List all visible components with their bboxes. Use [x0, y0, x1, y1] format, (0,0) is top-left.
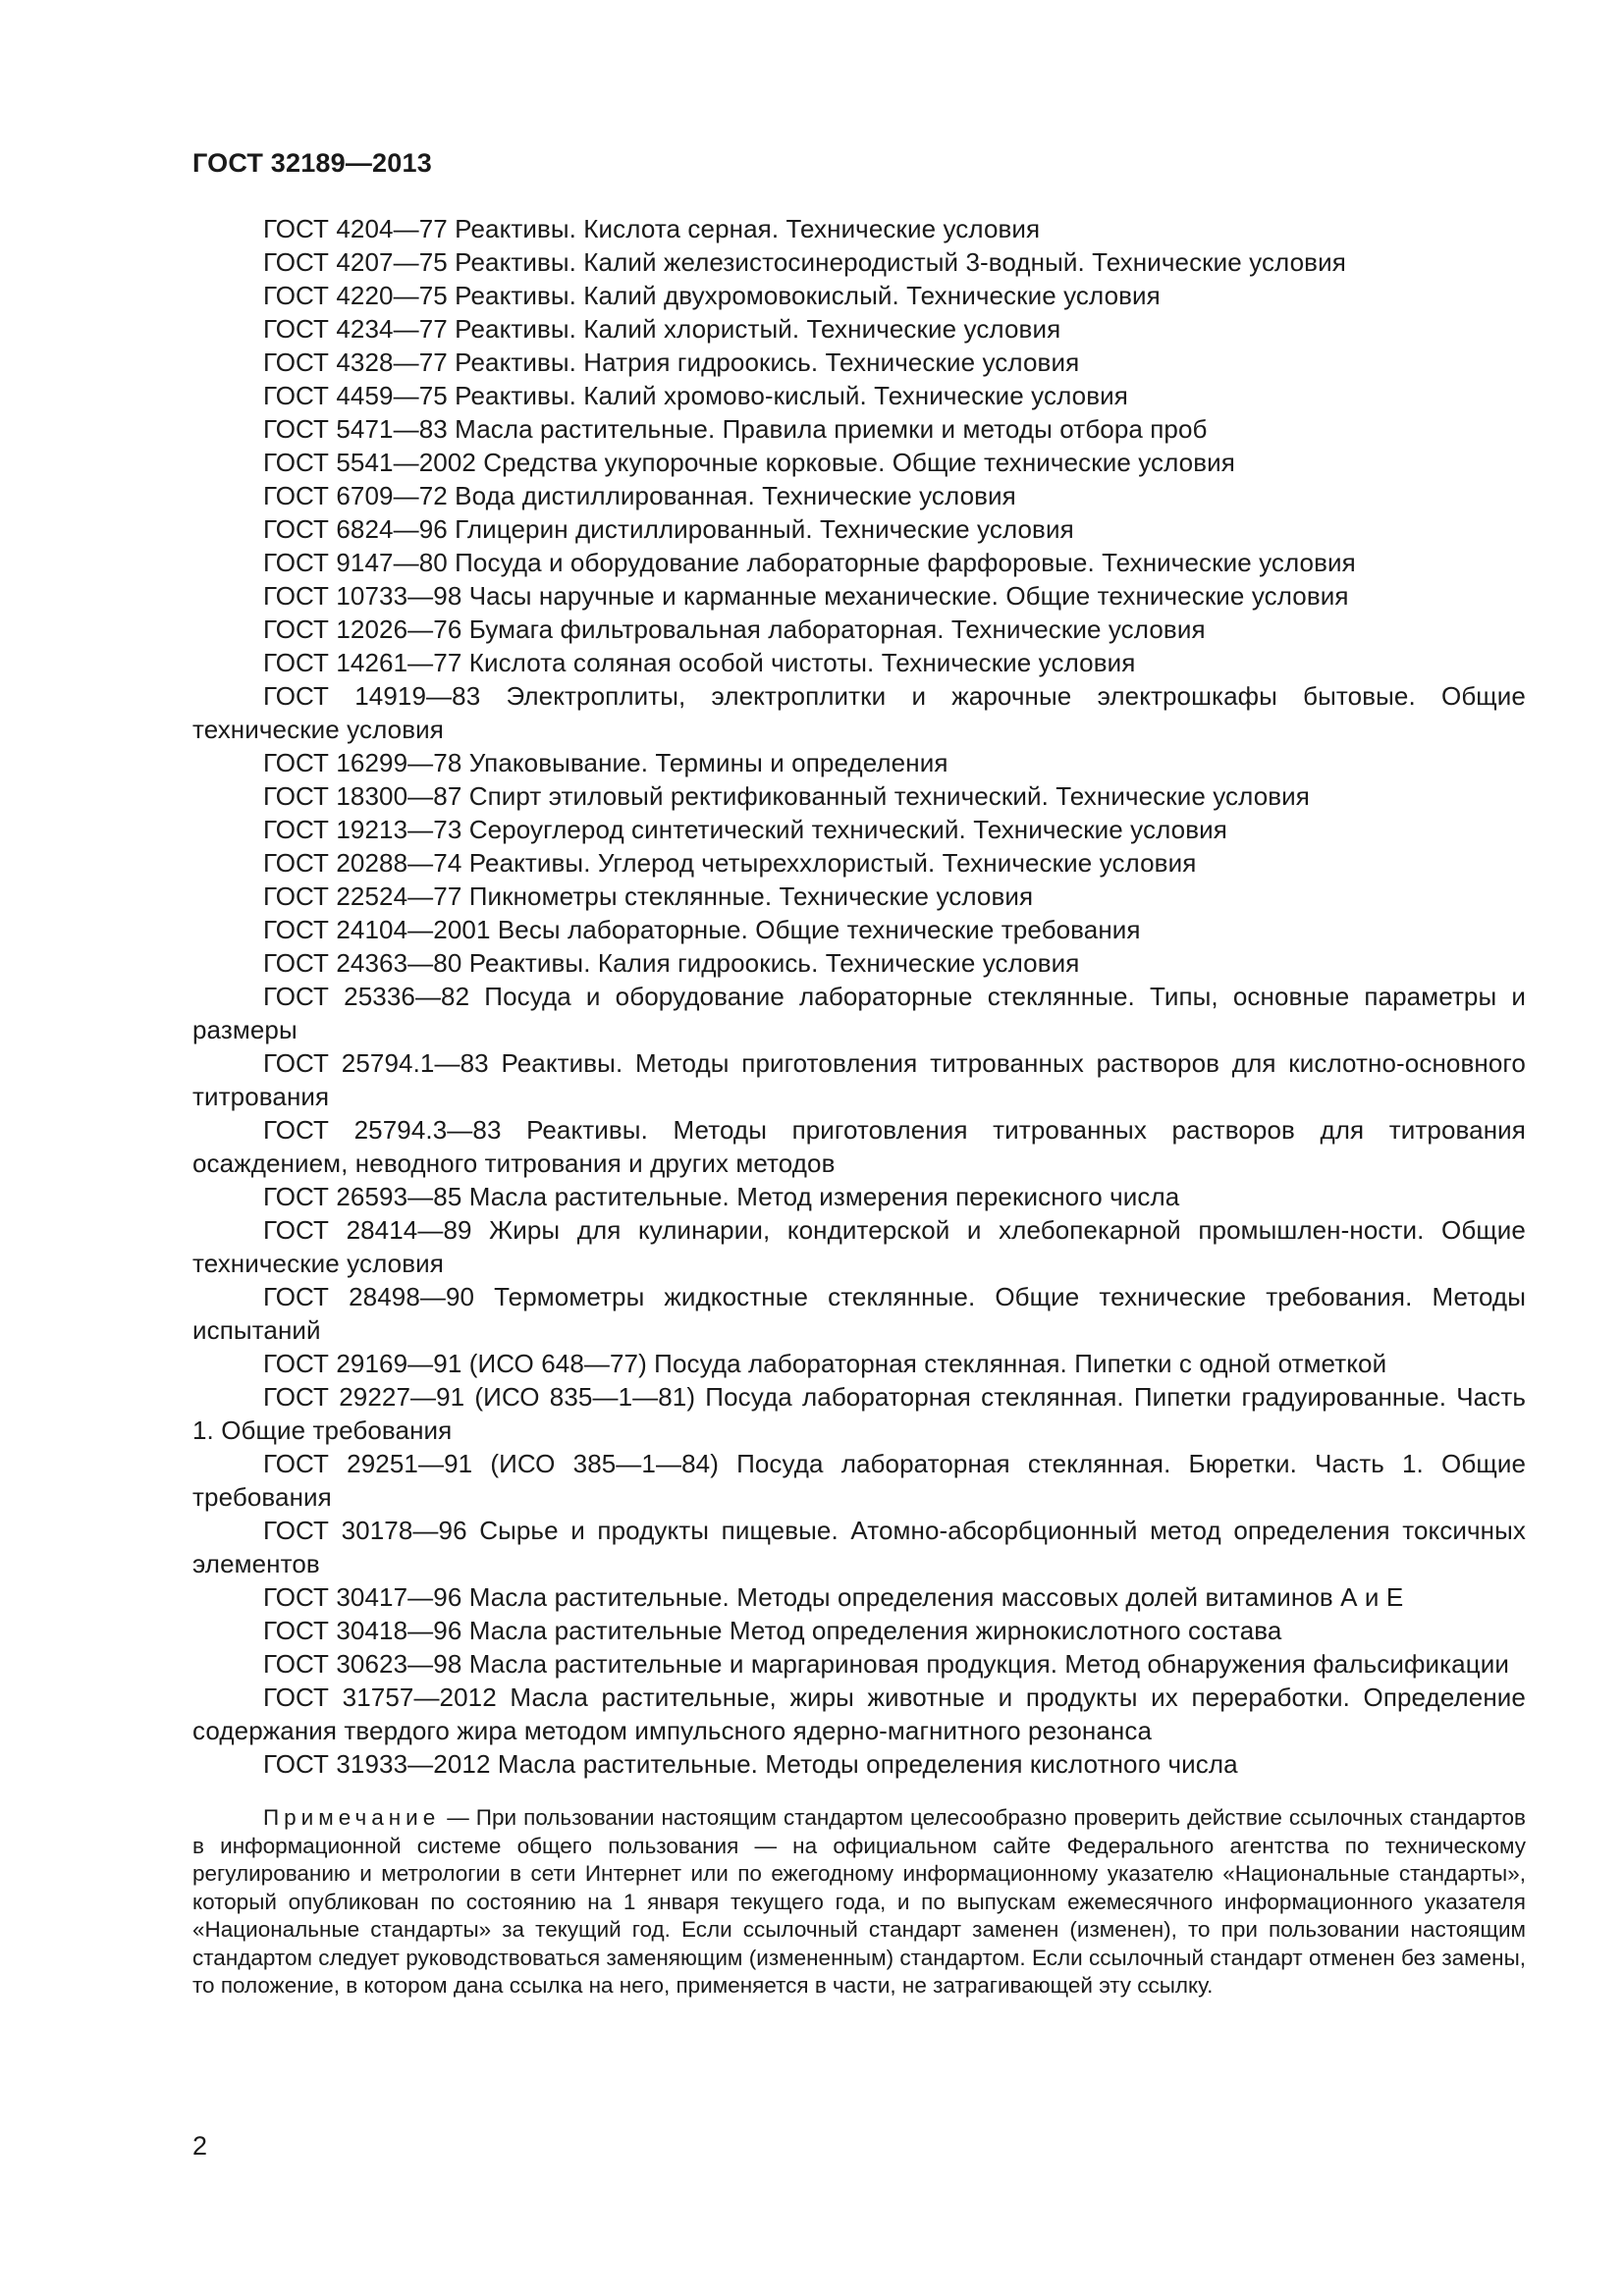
- document-header: ГОСТ 32189—2013: [192, 148, 432, 178]
- note-label: Примечание: [263, 1805, 441, 1830]
- page-number: 2: [192, 2131, 208, 2161]
- reference-item: ГОСТ 25336—82 Посуда и оборудование лабораторные стеклянные. Типы, основные параметры и размеры: [192, 982, 1526, 1044]
- reference-item: ГОСТ 25794.1—83 Реактивы. Методы приготовления титрованных растворов для кислотно-основного титрования: [192, 1048, 1526, 1111]
- reference-item: ГОСТ 16299—78 Упаковывание. Термины и определения: [263, 748, 948, 777]
- reference-item: ГОСТ 31757—2012 Масла растительные, жиры животные и продукты их переработки. Определение содержания твердого жира методом импульсного ядерно-магнитного резонанса: [192, 1682, 1526, 1745]
- reference-item: ГОСТ 6709—72 Вода дистиллированная. Технические условия: [263, 481, 1016, 510]
- reference-item: ГОСТ 20288—74 Реактивы. Углерод четыреххлористый. Технические условия: [263, 848, 1197, 878]
- document-page: [192, 147, 1526, 2022]
- reference-item: ГОСТ 4328—77 Реактивы. Натрия гидроокись. Технические условия: [263, 347, 1080, 377]
- reference-item: ГОСТ 30178—96 Сырье и продукты пищевые. Атомно-абсорбционный метод определения токсичных элементов: [192, 1516, 1526, 1578]
- reference-item: ГОСТ 5541—2002 Средства укупорочные корковые. Общие технические условия: [263, 448, 1235, 477]
- reference-item: ГОСТ 14919—83 Электроплиты, электроплитки и жарочные электрошкафы бытовые. Общие технические условия: [192, 681, 1526, 744]
- reference-item: ГОСТ 18300—87 Спирт этиловый ректификованный технический. Технические условия: [263, 781, 1310, 811]
- reference-item: ГОСТ 5471—83 Масла растительные. Правила приемки и методы отбора проб: [263, 414, 1208, 444]
- reference-item: ГОСТ 4204—77 Реактивы. Кислота серная. Технические условия: [263, 214, 1041, 243]
- reference-item: ГОСТ 24104—2001 Весы лабораторные. Общие технические требования: [263, 915, 1141, 944]
- reference-item: ГОСТ 12026—76 Бумага фильтровальная лабораторная. Технические условия: [263, 614, 1206, 644]
- reference-item: ГОСТ 6824—96 Глицерин дистиллированный. Технические условия: [263, 514, 1074, 544]
- reference-item: ГОСТ 26593—85 Масла растительные. Метод измерения перекисного числа: [263, 1182, 1180, 1211]
- reference-item: ГОСТ 29169—91 (ИСО 648—77) Посуда лабораторная стеклянная. Пипетки с одной отметкой: [263, 1349, 1387, 1378]
- reference-item: ГОСТ 31933—2012 Масла растительные. Методы определения кислотного числа: [263, 1749, 1238, 1779]
- reference-item: ГОСТ 14261—77 Кислота соляная особой чистоты. Технические условия: [263, 648, 1136, 677]
- reference-item: ГОСТ 30418—96 Масла растительные Метод определения жирнокислотного состава: [263, 1616, 1282, 1645]
- reference-list: [192, 212, 1526, 1781]
- reference-item: ГОСТ 28498—90 Термометры жидкостные стеклянные. Общие технические требования. Методы испытаний: [192, 1282, 1526, 1345]
- reference-item: ГОСТ 4220—75 Реактивы. Калий двухромовокислый. Технические условия: [263, 281, 1161, 310]
- reference-item: ГОСТ 4207—75 Реактивы. Калий железистосинеродистый 3-водный. Технические условия: [263, 247, 1346, 277]
- reference-item: ГОСТ 4234—77 Реактивы. Калий хлористый. Технические условия: [263, 314, 1061, 344]
- note-text: — При пользовании настоящим стандартом целесообразно проверить действие ссылочных стандартов в информационной системе общего пользования — на официальном сайте Федерального агентства по техническому регулированию и метрологии в сети Интернет или по ежегодному информационному указателю «Национальные стандарты», который опубликован по состоянию на 1 января текущего года, и по выпускам ежемесячного информационного указателя «Национальные стандарты» за текущий год. Если ссылочный стандарт заменен (изменен), то при пользовании настоящим стандартом следует руководствоваться заменяющим (измененным) стандартом. Если ссылочный стандарт отменен без замены, то положение, в котором дана ссылка на него, применяется в части, не затрагивающей эту ссылку.: [192, 1805, 1526, 1998]
- reference-item: ГОСТ 24363—80 Реактивы. Калия гидроокись. Технические условия: [263, 948, 1080, 978]
- reference-item: ГОСТ 9147—80 Посуда и оборудование лабораторные фарфоровые. Технические условия: [263, 548, 1356, 577]
- reference-item: ГОСТ 30417—96 Масла растительные. Методы определения массовых долей витаминов А и Е: [263, 1582, 1404, 1612]
- note-paragraph: [192, 1804, 1526, 2001]
- reference-item: ГОСТ 19213—73 Сероуглерод синтетический технический. Технические условия: [263, 815, 1227, 844]
- reference-item: ГОСТ 25794.3—83 Реактивы. Методы приготовления титрованных растворов для титрования осаждением, неводного титрования и других методов: [192, 1115, 1526, 1178]
- reference-item: ГОСТ 4459—75 Реактивы. Калий хромово-кислый. Технические условия: [263, 381, 1128, 410]
- reference-item: ГОСТ 22524—77 Пикнометры стеклянные. Технические условия: [263, 881, 1034, 911]
- reference-item: ГОСТ 10733—98 Часы наручные и карманные механические. Общие технические условия: [263, 581, 1349, 611]
- reference-item: ГОСТ 29227—91 (ИСО 835—1—81) Посуда лабораторная стеклянная. Пипетки градуированные. Часть 1. Общие требования: [192, 1382, 1526, 1445]
- reference-item: ГОСТ 29251—91 (ИСО 385—1—84) Посуда лабораторная стеклянная. Бюретки. Часть 1. Общие требования: [192, 1449, 1526, 1512]
- reference-item: ГОСТ 28414—89 Жиры для кулинарии, кондитерской и хлебопекарной промышлен-ности. Общие технические условия: [192, 1215, 1526, 1278]
- reference-item: ГОСТ 30623—98 Масла растительные и маргариновая продукция. Метод обнаружения фальсификации: [263, 1649, 1509, 1679]
